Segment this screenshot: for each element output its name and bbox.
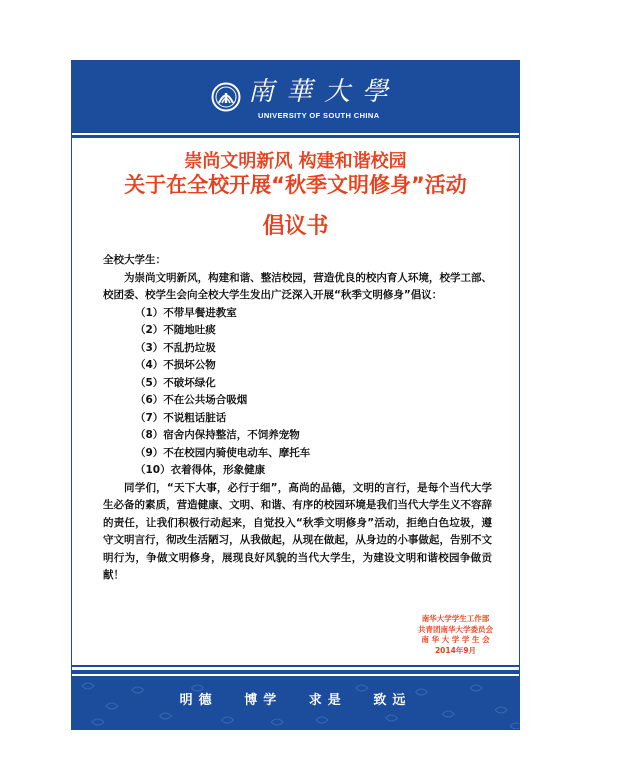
university-name-english: UNIVERSITY OF SOUTH CHINA — [258, 111, 380, 120]
list-item: （3）不乱扔垃圾 — [135, 341, 216, 354]
motto-word: 明德 — [179, 693, 218, 708]
intro-paragraph: 为崇尚文明新风，构建和谐、整洁校园，营造优良的校内育人环境，校学工部、校团委、校学生会向全校大学生发出广泛深入开展“秋季文明修身”倡议： — [103, 271, 492, 301]
footer-stripe — [72, 665, 519, 667]
list-item: （4）不损坏公物 — [135, 359, 216, 371]
list-item: （7）不说粗话脏话 — [135, 411, 227, 424]
header-divider — [72, 135, 519, 138]
signature-org: 共青团南华大学委员会 — [418, 624, 493, 634]
poster-slogan: 崇尚文明新风 构建和谐校园 — [184, 151, 407, 172]
list-item: （2）不随地吐痰 — [135, 324, 216, 336]
salutation: 全校大学生： — [103, 254, 166, 266]
proposal-body — [103, 252, 492, 585]
signature-block — [418, 614, 493, 656]
poster-title: 关于在全校开展“秋季文明修身”活动 — [124, 173, 467, 197]
signature-date: 2014年9月 — [434, 645, 477, 655]
signature-org: 南 华 大 学 学 生 会 — [421, 635, 490, 644]
list-item: （1）不带早餐进教室 — [135, 306, 237, 319]
motto-word: 致远 — [373, 693, 412, 708]
list-item: （6）不在公共场合吸烟 — [135, 394, 248, 406]
university-name: 南華大學 — [248, 77, 401, 107]
poster — [71, 60, 520, 730]
list-item: （8）宿舍内保持整洁，不饲养宠物 — [135, 429, 300, 441]
list-item: （9）不在校园内骑使电动车、摩托车 — [135, 446, 311, 459]
footer-banner — [72, 676, 519, 730]
footer-stripe — [72, 670, 519, 674]
university-emblem-icon — [211, 82, 241, 112]
header-banner — [72, 61, 519, 133]
list-item: （5）不破坏绿化 — [135, 376, 216, 389]
list-item: （10）衣着得体，形象健康 — [135, 464, 266, 476]
signature-org: 南华大学学生工作部 — [421, 614, 490, 623]
motto-word: 求是 — [308, 693, 347, 708]
closing-paragraph: 同学们，“天下大事，必行于细”，高尚的品德，文明的言行，是每个当代大学生必备的素质，营造健康、文明、和谐、有序的校园环境是我们当代大学生义不容辞的责任，让我们积极行动起来，自觉投入“秋季文明修身”活动，拒绝白色垃圾，遵守文明言行，彻改生活陋习，从我做起，从现在做起，从身边的小事做起，告别不文明行为，争做文明修身，展现良好风貌的当代大学生，为建设文明和谐校园争做贡献！ — [103, 481, 492, 581]
footer-motto — [72, 689, 519, 708]
motto-word: 博学 — [244, 693, 283, 708]
poster-subtitle: 倡议书 — [262, 214, 329, 239]
